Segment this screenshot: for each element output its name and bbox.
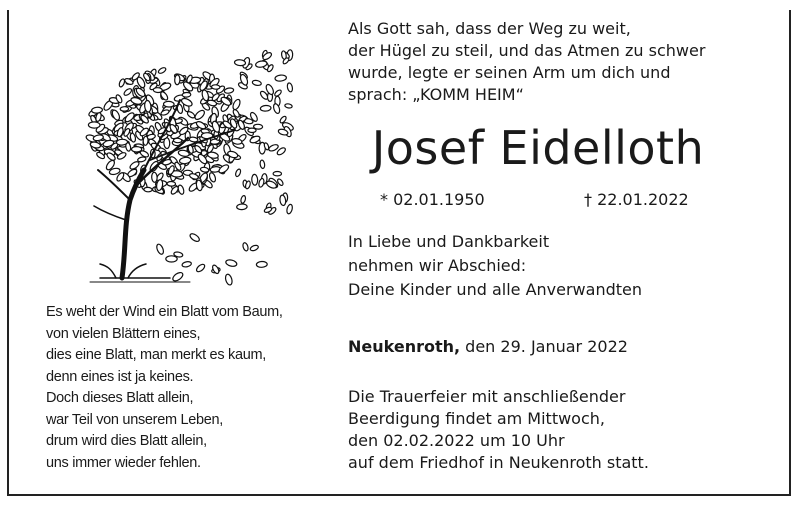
poem-line: Es weht der Wind ein Blatt vom Baum, [46, 304, 283, 320]
poem-line: Doch dieses Blatt allein, [46, 390, 194, 406]
funeral-line: den 02.02.2022 um 10 Uhr [348, 431, 565, 450]
funeral-info [348, 386, 649, 474]
funeral-line: auf dem Friedhof in Neukenroth statt. [348, 453, 649, 472]
notice-date: den 29. Januar 2022 [460, 337, 628, 356]
poem-line: denn eines ist ja keines. [46, 368, 194, 385]
thanks-line: In Liebe und Dankbarkeit [348, 232, 550, 251]
quote-line: der Hügel zu steil, und das Atmen zu schwer [348, 41, 706, 60]
place-date-line [348, 336, 628, 358]
place-name: Neukenroth, [348, 337, 461, 356]
quote-line: wurde, legte er seinen Arm um dich und [348, 63, 671, 82]
deceased-name: Josef Eidelloth [371, 121, 705, 175]
death-date: † 22.01.2022 [584, 190, 689, 209]
funeral-line: Die Trauerfeier mit anschließender [348, 387, 626, 406]
quote-line: Als Gott sah, dass der Weg zu weit, [348, 19, 631, 38]
thanks-line: nehmen wir Abschied: [348, 256, 527, 275]
quote-line: sprach: „KOMM HEIM“ [348, 85, 524, 104]
quote-block [348, 18, 768, 106]
poem-line: war Teil von unserem Leben, [46, 411, 224, 428]
poem-line: drum wird dies Blatt allein, [46, 433, 207, 449]
funeral-line: Beerdigung findet am Mittwoch, [348, 409, 605, 428]
windblown-tree-icon [60, 20, 300, 290]
thanks-line: Deine Kinder und alle Anverwandten [348, 280, 642, 299]
poem-block [46, 302, 321, 474]
poem-line: dies eine Blatt, man merkt es kaum, [46, 347, 266, 363]
poem-line: uns immer wieder fehlen. [46, 454, 201, 471]
birth-date: * 02.01.1950 [380, 190, 485, 209]
thanks-block [348, 230, 642, 302]
poem-line: von vielen Blättern eines, [46, 325, 201, 342]
